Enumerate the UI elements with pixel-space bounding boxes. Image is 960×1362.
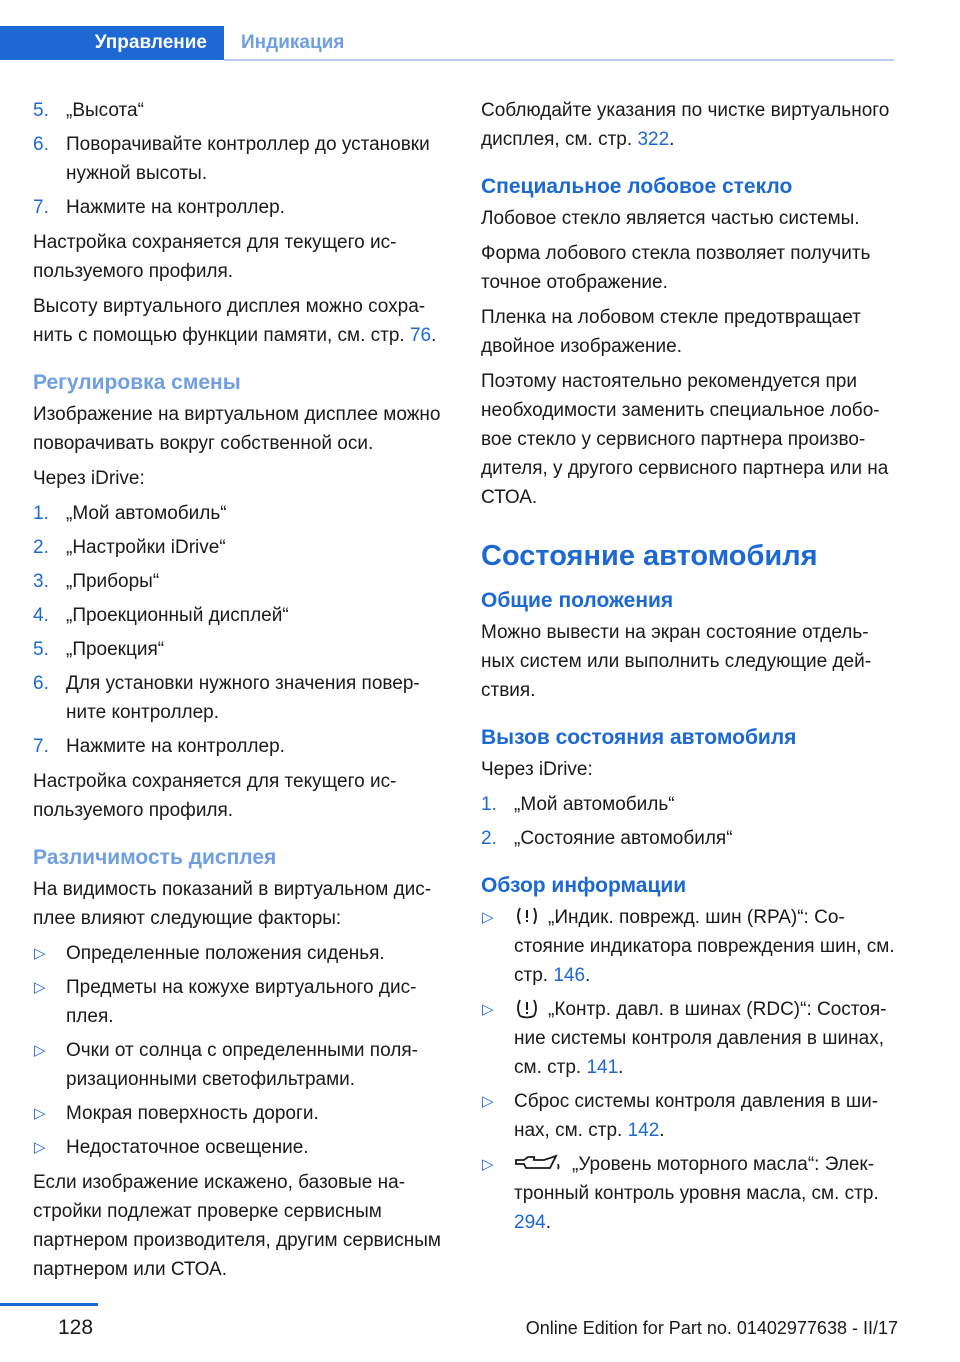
list-item: 4. „Проекционный дисплей“ xyxy=(33,605,289,626)
list-item: 3. „Приборы“ xyxy=(33,571,160,592)
paragraph: Пленка на лобовом стекле предотвращает двойное изображение. xyxy=(481,307,861,357)
page-link[interactable]: 322 xyxy=(637,129,670,150)
list-item: ▷ Мокрая поверхность дороги. xyxy=(33,1099,445,1128)
triangle-bullet-icon: ▷ xyxy=(482,1001,494,1018)
page-number: 128 xyxy=(58,1316,94,1339)
oil-can-icon xyxy=(514,1152,564,1174)
triangle-bullet-icon: ▷ xyxy=(34,1139,46,1156)
list-item: 2. „Состояние автомобиля“ xyxy=(481,828,733,849)
rotation-steps xyxy=(33,499,445,761)
page-link[interactable]: 146 xyxy=(553,965,586,986)
chapter-heading-vehicle-status: Состояние автомобиля xyxy=(481,540,818,572)
page-link[interactable]: 76 xyxy=(409,325,432,346)
paragraph: Форма лобового стекла позволяет получить точное отображение. xyxy=(481,243,871,293)
left-column xyxy=(33,96,445,1290)
list-item: ▷ „Индик. поврежд. шин (RPA)“: Состояние индикатора повреждения шин, см. стр. 146. xyxy=(481,903,895,990)
triangle-bullet-icon: ▷ xyxy=(482,1093,494,1110)
height-steps xyxy=(33,96,445,222)
paragraph: Через iDrive: xyxy=(33,468,145,489)
paragraph: Через iDrive: xyxy=(481,759,593,780)
triangle-bullet-icon: ▷ xyxy=(34,979,46,996)
paragraph: Высоту виртуального дисплея можно сохранить с помощью функции памяти, см. стр. 76. xyxy=(33,296,437,346)
page-link[interactable]: 142 xyxy=(627,1120,660,1141)
paragraph: Если изображение искажено, базовые настройки подлежат проверке сервисным партнером производителя, другим сервисным партнером или СТОА. xyxy=(33,1172,441,1280)
section-heading-call-status: Вызов состояния автомобиля xyxy=(481,726,797,749)
page-link[interactable]: 294 xyxy=(514,1212,546,1233)
section-heading-visibility: Различимость дисплея xyxy=(33,846,277,869)
list-item: 6. Поворачивайте контроллер до установки нужной высоты. xyxy=(33,134,430,184)
tire-warning-icon xyxy=(514,905,540,927)
paragraph: Изображение на виртуальном дисплее можно поворачивать вокруг собственной оси. xyxy=(33,404,441,454)
tab-divider xyxy=(224,59,894,61)
right-column xyxy=(481,96,895,1243)
paragraph: Поэтому настоятельно рекомендуется при необходимости заменить специальное лобовое стекло у сервисного партнера производителя, у другого сервисного партнера или на СТОА. xyxy=(481,371,889,508)
list-item: 6. Для установки нужного значения поверните контроллер. xyxy=(33,673,420,723)
section-heading-windshield: Специальное лобовое стекло xyxy=(481,175,793,198)
list-item: 7. Нажмите на контроллер. xyxy=(33,736,285,757)
header-tabs xyxy=(0,26,894,62)
list-item: 5. „Высота“ xyxy=(33,100,144,121)
paragraph: Настройка сохраняется для текущего используемого профиля. xyxy=(33,232,397,282)
list-item: 1. „Мой автомобиль“ xyxy=(481,794,675,815)
list-item: 2. „Настройки iDrive“ xyxy=(33,537,226,558)
section-heading-rotation: Регулировка смены xyxy=(33,371,241,394)
factors-list xyxy=(33,939,445,1162)
paragraph: Настройка сохраняется для текущего используемого профиля. xyxy=(33,771,397,821)
overview-list xyxy=(481,903,895,1237)
triangle-bullet-icon: ▷ xyxy=(482,909,494,926)
paragraph: Можно вывести на экран состояние отдельных систем или выполнить следующие действия. xyxy=(481,622,872,701)
status-steps xyxy=(481,790,895,853)
list-item: 1. „Мой автомобиль“ xyxy=(33,503,227,524)
triangle-bullet-icon: ▷ xyxy=(34,945,46,962)
triangle-bullet-icon: ▷ xyxy=(34,1105,46,1122)
list-item: 7. Нажмите на контроллер. xyxy=(33,197,285,218)
list-item: ▷ Очки от солнца с определенными поляризационными светофильтрами. xyxy=(33,1036,445,1094)
list-item: ▷ „Контр. давл. в шинах (RDC)“: Состояние системы контроля давления в шинах, см. стр. 141. xyxy=(481,995,895,1082)
triangle-bullet-icon: ▷ xyxy=(34,1042,46,1059)
section-heading-overview: Обзор информации xyxy=(481,874,687,897)
list-item: ▷ Определенные положения сиденья. xyxy=(33,939,445,968)
list-item: ▷ Предметы на кожухе виртуального дисплея. xyxy=(33,973,445,1031)
tire-pressure-icon xyxy=(514,997,540,1019)
tab-display[interactable]: Индикация xyxy=(241,32,345,53)
list-item: ▷ Недостаточное освещение. xyxy=(33,1133,445,1162)
triangle-bullet-icon: ▷ xyxy=(482,1156,494,1173)
edition-note: Online Edition for Part no. 01402977638 - II/17 xyxy=(525,1318,898,1338)
list-item: ▷ „Уровень моторного масла“: Электронный контроль уровня масла, см. стр. 294. xyxy=(481,1150,895,1237)
section-heading-general: Общие положения xyxy=(481,589,674,612)
paragraph: Лобовое стекло является частью системы. xyxy=(481,208,860,229)
footer-accent-line xyxy=(0,1303,98,1306)
tab-control[interactable]: Управление xyxy=(0,26,224,60)
list-item: 5. „Проекция“ xyxy=(33,639,165,660)
page-link[interactable]: 141 xyxy=(586,1057,619,1078)
paragraph: На видимость показаний в виртуальном дисплее влияют следующие факторы: xyxy=(33,879,432,929)
list-item: ▷ Сброс системы контроля давления в шинах, см. стр. 142. xyxy=(481,1087,895,1145)
paragraph: Соблюдайте указания по чистке виртуального дисплея, см. стр. 322. xyxy=(481,100,890,150)
